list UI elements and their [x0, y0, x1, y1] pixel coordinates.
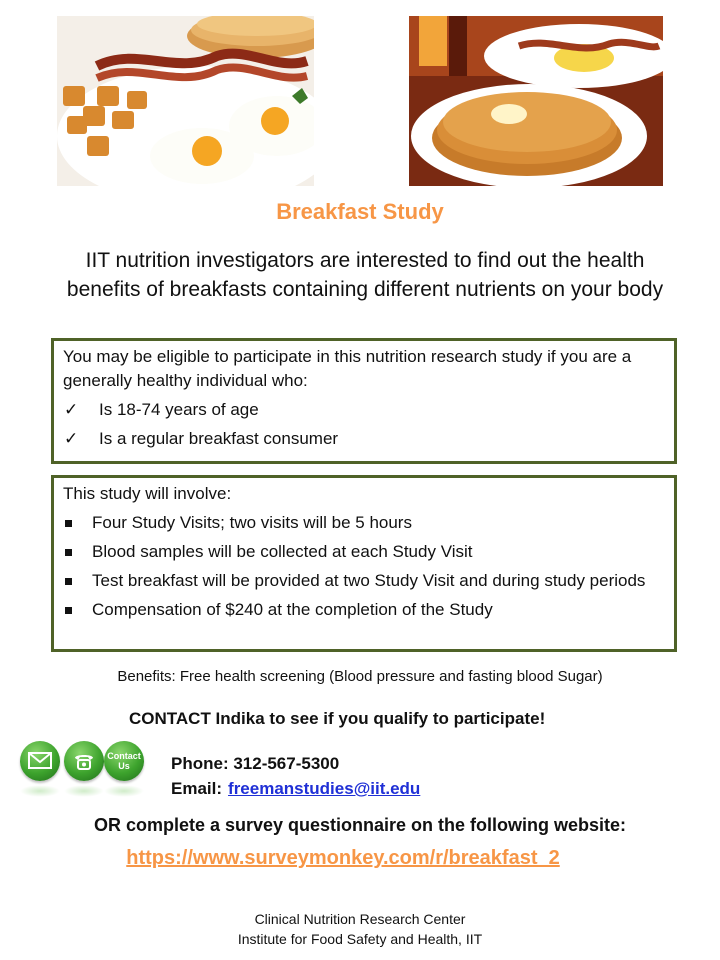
involvement-lead: This study will involve:	[63, 484, 232, 503]
contact-us-icon-text: Contact	[107, 751, 141, 761]
involvement-item-text: Test breakfast will be provided at two Study Visit and during study periods	[92, 571, 646, 590]
list-item	[54, 540, 674, 564]
involvement-item-text: Compensation of $240 at the completion of the Study	[92, 600, 493, 619]
intro-text: IIT nutrition investigators are interested to find out the health benefits of breakfasts containing different nutrients on your body	[66, 249, 664, 301]
email-line	[171, 779, 420, 799]
breakfast-photo-pancakes	[409, 16, 663, 186]
breakfast-photo-eggs-bacon	[57, 16, 314, 186]
eligibility-item-text: Is 18-74 years of age	[99, 400, 259, 419]
survey-link[interactable]: https://www.surveymonkey.com/r/breakfast_2	[126, 847, 560, 869]
mail-icon[interactable]	[20, 741, 60, 781]
phone-icon[interactable]	[64, 741, 104, 781]
footer-institute-line: Institute for Food Safety and Health, IIT	[237, 931, 483, 947]
email-label: Email:	[171, 779, 223, 798]
page-title: Breakfast Study	[276, 199, 444, 224]
survey-text: OR complete a survey questionnaire on the following website:	[93, 815, 627, 835]
square-bullet-icon	[65, 607, 72, 614]
list-item	[54, 569, 674, 593]
eligibility-box	[51, 338, 677, 464]
involvement-list	[54, 511, 674, 622]
eligibility-lead: You may be eligible to participate in this nutrition research study if you are a generally healthy individual who:	[63, 347, 632, 390]
footer-org-line: Clinical Nutrition Research Center	[254, 911, 466, 927]
list-item	[54, 598, 674, 622]
contact-us-icon[interactable]	[104, 741, 144, 781]
phone-number: Phone: 312-567-5300	[171, 754, 340, 773]
involvement-item-text: Four Study Visits; two visits will be 5 hours	[92, 513, 412, 532]
square-bullet-icon	[65, 520, 72, 527]
contact-us-icon-text: Us	[118, 761, 130, 771]
check-icon: ✓	[64, 429, 79, 448]
list-item	[54, 398, 674, 422]
involvement-item-text: Blood samples will be collected at each Study Visit	[92, 542, 473, 561]
list-item	[54, 511, 674, 535]
contact-heading: CONTACT Indika to see if you qualify to participate!	[129, 709, 546, 728]
square-bullet-icon	[65, 549, 72, 556]
list-item	[54, 427, 674, 451]
email-link[interactable]: freemanstudies@iit.edu	[228, 779, 421, 798]
benefits-text: Benefits: Free health screening (Blood pressure and fasting blood Sugar)	[117, 668, 603, 685]
eligibility-list	[54, 398, 674, 451]
square-bullet-icon	[65, 578, 72, 585]
eligibility-item-text: Is a regular breakfast consumer	[99, 429, 339, 448]
check-icon: ✓	[64, 400, 79, 419]
involvement-box	[51, 475, 677, 652]
